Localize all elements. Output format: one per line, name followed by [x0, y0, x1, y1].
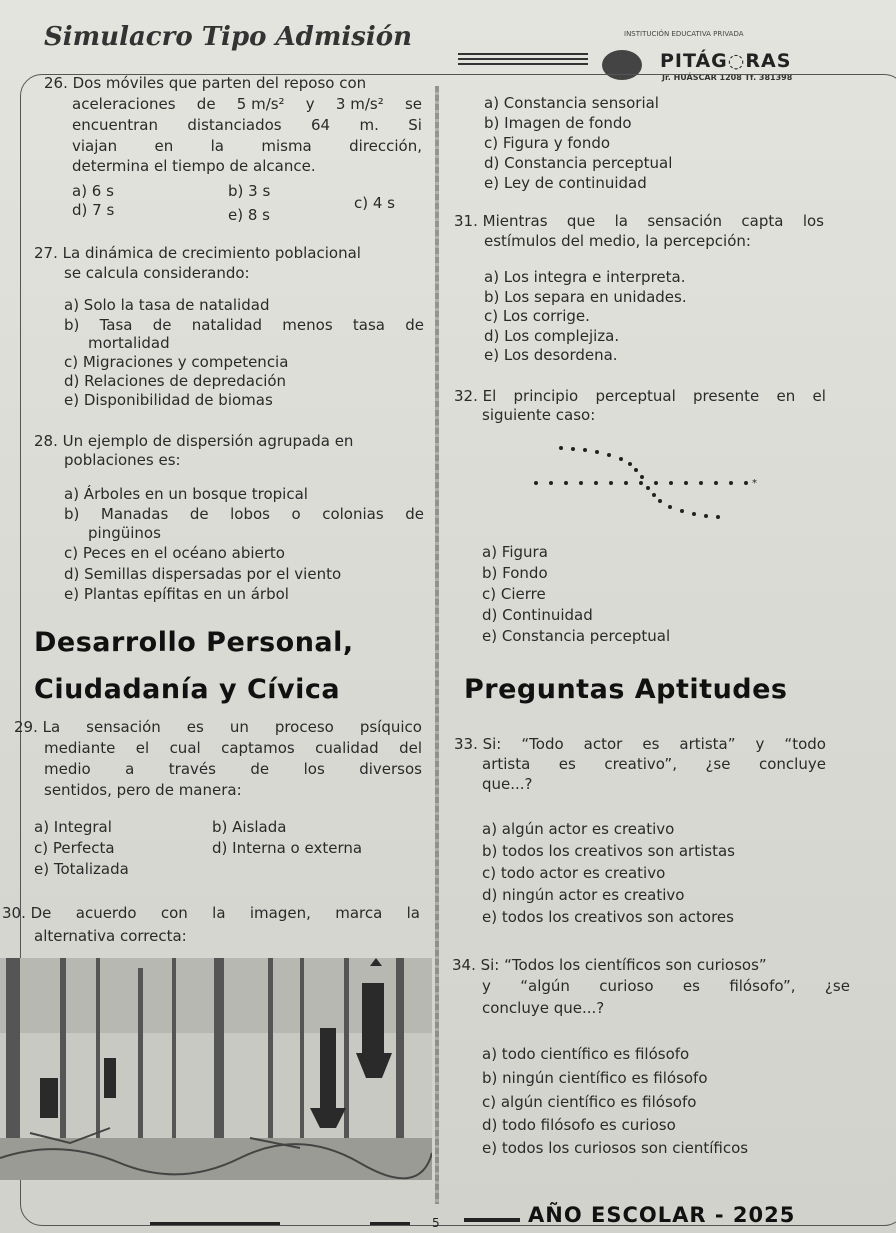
q29-stem-1: 29. La sensación es un proceso psíquico [14, 718, 422, 736]
dots-continuity-figure [526, 440, 776, 530]
q34-option-d[interactable]: d) todo filósofo es curioso [482, 1116, 676, 1134]
q31-option-d[interactable]: d) Los complejiza. [484, 327, 620, 345]
brand-tagline: INSTITUCIÓN EDUCATIVA PRIVADA [624, 30, 744, 38]
q32-option-a[interactable]: a) Figura [482, 543, 548, 561]
q34-option-b[interactable]: b) ningún científico es filósofo [482, 1069, 708, 1087]
q26r-option-c[interactable]: c) Figura y fondo [484, 134, 611, 152]
q27-stem-2: se calcula considerando: [64, 264, 250, 282]
q30-stem-2: alternativa correcta: [34, 927, 187, 945]
q29-option-c[interactable]: c) Perfecta [34, 839, 115, 857]
q29-option-a[interactable]: a) Integral [34, 818, 112, 836]
page-number: 5 [432, 1216, 440, 1230]
q33-stem-3: que...? [482, 775, 533, 793]
q26-option-b[interactable]: b) 3 s [228, 182, 271, 200]
q27-option-e[interactable]: e) Disponibilidad de biomas [64, 391, 273, 409]
q26r-option-b[interactable]: b) Imagen de fondo [484, 114, 632, 132]
q31-option-b[interactable]: b) Los separa en unidades. [484, 288, 687, 306]
q29-option-e[interactable]: e) Totalizada [34, 860, 129, 878]
brand-name: PITÁG◌RAS [660, 50, 792, 72]
q28-option-e[interactable]: e) Plantas epífitas en un árbol [64, 585, 289, 603]
column-divider [435, 86, 439, 1204]
q28-option-a[interactable]: a) Árboles en un bosque tropical [64, 485, 308, 503]
q28-stem-1: 28. Un ejemplo de dispersión agrupada en [34, 432, 354, 450]
q26r-option-a[interactable]: a) Constancia sensorial [484, 94, 659, 112]
q31-option-c[interactable]: c) Los corrige. [484, 307, 590, 325]
q26-stem-5: determina el tiempo de alcance. [72, 157, 316, 175]
q30-stem-1: 30. De acuerdo con la imagen, marca la [2, 904, 420, 922]
q29-option-b[interactable]: b) Aislada [212, 818, 287, 836]
q34-option-c[interactable]: c) algún científico es filósofo [482, 1093, 697, 1111]
q29-stem-4: sentidos, pero de manera: [44, 781, 242, 799]
q27-option-c[interactable]: c) Migraciones y competencia [64, 353, 289, 371]
q28-option-c[interactable]: c) Peces en el océano abierto [64, 544, 285, 562]
q32-option-c[interactable]: c) Cierre [482, 585, 546, 603]
title-rule [458, 50, 588, 68]
school-year-footer: AÑO ESCOLAR - 2025 [528, 1203, 796, 1227]
q26-option-e[interactable]: e) 8 s [228, 206, 270, 224]
q33-stem-2: artista es creativo”, ¿se concluye [482, 755, 826, 773]
brand-address: Jr. HUÁSCAR 1208 Tf. 381398 [662, 73, 793, 82]
q27-option-b-cont: mortalidad [88, 334, 170, 352]
q34-stem-2: y “algún curioso es filósofo”, ¿se [482, 977, 850, 995]
section-heading-aptitudes: Preguntas Aptitudes [464, 674, 788, 705]
q26-option-a[interactable]: a) 6 s [72, 182, 114, 200]
footer-rule-mid [370, 1222, 410, 1225]
q26-stem-4: viajan en la misma dirección, [72, 137, 422, 155]
q29-option-d[interactable]: d) Interna o externa [212, 839, 363, 857]
q33-option-b[interactable]: b) todos los creativos son artistas [482, 842, 735, 860]
q31-stem-2: estímulos del medio, la percepción: [484, 232, 751, 250]
q26-option-d[interactable]: d) 7 s [72, 201, 115, 219]
q31-stem-1: 31. Mientras que la sensación capta los [454, 212, 824, 230]
section-heading-personal: Desarrollo Personal, [34, 627, 354, 658]
q27-option-a[interactable]: a) Solo la tasa de natalidad [64, 296, 270, 314]
q33-option-e[interactable]: e) todos los creativos son actores [482, 908, 734, 926]
forest-figure-image [0, 958, 432, 1180]
q33-option-c[interactable]: c) todo actor es creativo [482, 864, 666, 882]
q29-stem-3: medio a través de los diversos [44, 760, 422, 778]
q34-option-a[interactable]: a) todo científico es filósofo [482, 1045, 690, 1063]
q27-stem-1: 27. La dinámica de crecimiento poblacional [34, 244, 361, 262]
q26-option-c[interactable]: c) 4 s [354, 194, 395, 212]
q32-option-e[interactable]: e) Constancia perceptual [482, 627, 671, 645]
q28-option-d[interactable]: d) Semillas dispersadas por el viento [64, 565, 342, 583]
q32-option-b[interactable]: b) Fondo [482, 564, 548, 582]
footer-rule-right [464, 1218, 520, 1222]
q26-stem-2: aceleraciones de 5 m/s² y 3 m/s² se [72, 95, 422, 113]
q28-stem-2: poblaciones es: [64, 451, 181, 469]
q32-stem-2: siguiente caso: [482, 406, 596, 424]
q28-option-b-cont: pingüinos [88, 524, 161, 542]
q32-option-d[interactable]: d) Continuidad [482, 606, 593, 624]
q33-stem-1: 33. Si: “Todo actor es artista” y “todo [454, 735, 826, 753]
svg-text:*: * [752, 478, 757, 489]
q33-option-d[interactable]: d) ningún actor es creativo [482, 886, 685, 904]
section-heading-civica: Ciudadanía y Cívica [34, 674, 341, 705]
q33-option-a[interactable]: a) algún actor es creativo [482, 820, 675, 838]
q34-option-e[interactable]: e) todos los curiosos son científicos [482, 1139, 749, 1157]
page-title: Simulacro Tipo Admisión [44, 22, 413, 52]
q31-option-a[interactable]: a) Los integra e interpreta. [484, 268, 686, 286]
q26r-option-d[interactable]: d) Constancia perceptual [484, 154, 673, 172]
q27-option-b[interactable]: b) Tasa de natalidad menos tasa de [64, 316, 424, 334]
q28-option-b[interactable]: b) Manadas de lobos o colonias de [64, 505, 424, 523]
q26r-option-e[interactable]: e) Ley de continuidad [484, 174, 647, 192]
q34-stem-3: concluye que...? [482, 999, 605, 1017]
q26-stem-3: encuentran distanciados 64 m. Si [72, 116, 422, 134]
q29-stem-2: mediante el cual captamos cualidad del [44, 739, 422, 757]
q34-stem-1: 34. Si: “Todos los científicos son curiosos” [452, 956, 767, 974]
footer-rule-left [150, 1222, 280, 1225]
q26-stem-1: 26. Dos móviles que parten del reposo con [44, 74, 367, 92]
q27-option-d[interactable]: d) Relaciones de depredación [64, 372, 287, 390]
q32-stem-1: 32. El principio perceptual presente en el [454, 387, 826, 405]
q31-option-e[interactable]: e) Los desordena. [484, 346, 618, 364]
